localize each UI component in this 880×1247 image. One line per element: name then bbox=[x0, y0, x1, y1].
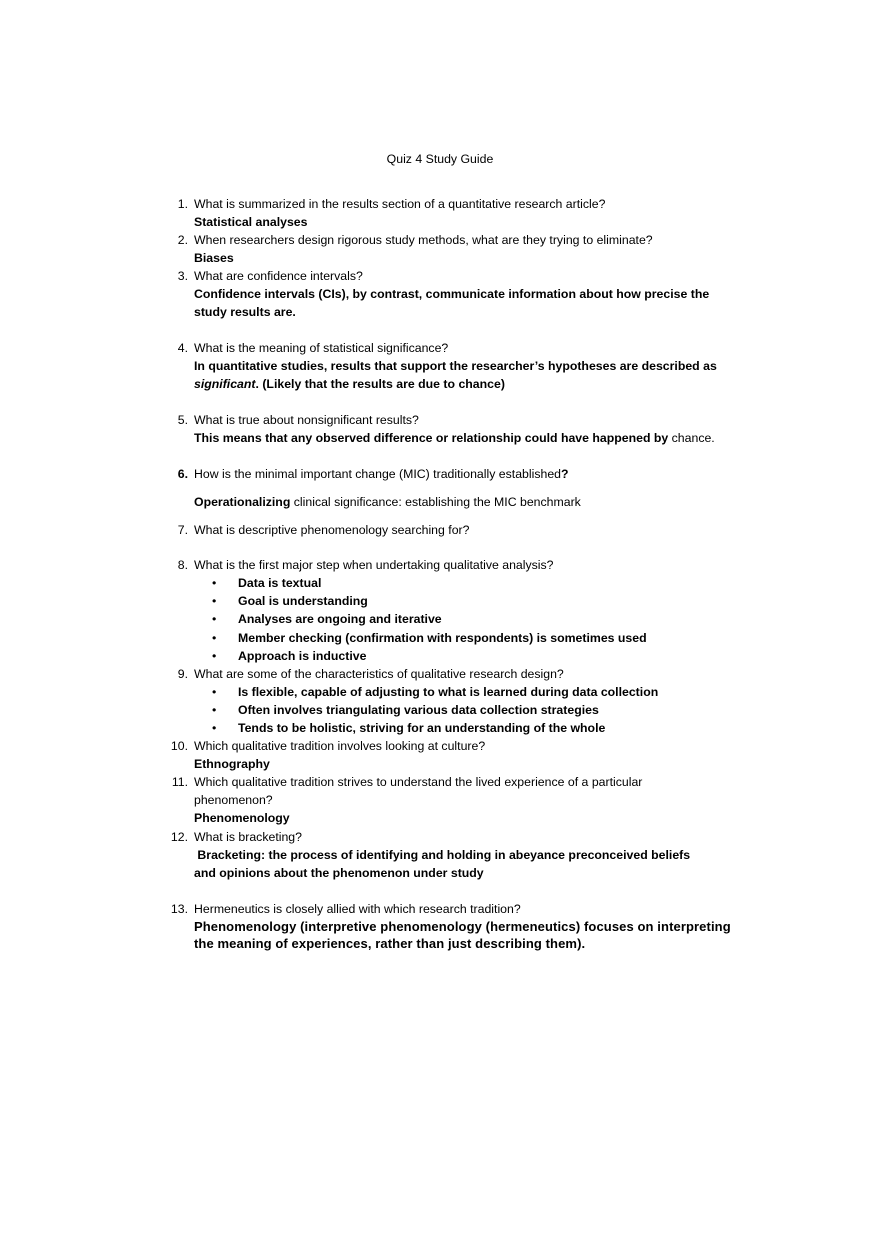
question-text: What is true about nonsignificant results? bbox=[194, 413, 419, 427]
bullet-list bbox=[194, 574, 734, 665]
bullet-item: • Approach is inductive bbox=[194, 647, 734, 665]
bullet-icon: • bbox=[212, 576, 217, 590]
answer-part: This means that any observed difference or relationship could have happened by bbox=[194, 431, 669, 445]
answer-text: Phenomenology bbox=[194, 811, 290, 825]
question-item-8 bbox=[164, 556, 734, 665]
question-text bbox=[194, 465, 734, 483]
bullet-icon: • bbox=[212, 721, 217, 736]
bullet-icon: • bbox=[212, 648, 217, 663]
answer-part-plain: chance. bbox=[668, 431, 715, 445]
question-number: 13. bbox=[170, 902, 188, 916]
question-text: What is the first major step when undertaking qualitative analysis? bbox=[194, 558, 554, 572]
question-number: 9. bbox=[177, 667, 188, 681]
question-number: 7. bbox=[177, 523, 188, 537]
question-text: What is bracketing? bbox=[194, 830, 302, 844]
question-number: 2. bbox=[177, 233, 188, 247]
bullet-icon: • bbox=[212, 612, 217, 627]
question-item-4 bbox=[164, 339, 734, 393]
question-item-9 bbox=[164, 665, 734, 738]
question-number: 4. bbox=[177, 341, 188, 355]
bullet-item: • Member checking (confirmation with respondents) is sometimes used bbox=[194, 629, 734, 647]
question-item-3 bbox=[164, 267, 734, 321]
question-item-7 bbox=[164, 521, 734, 539]
question-text: What are confidence intervals? bbox=[194, 269, 363, 283]
question-item-5 bbox=[164, 411, 734, 447]
answer-text bbox=[194, 493, 734, 511]
bullet-item: • Goal is understanding bbox=[194, 592, 734, 610]
question-text: What is descriptive phenomenology searching for? bbox=[194, 523, 470, 537]
answer-part: In quantitative studies, results that support the researcher’s hypotheses are described as bbox=[194, 359, 717, 373]
question-number: 10. bbox=[170, 739, 188, 753]
question-number: 12. bbox=[170, 830, 188, 844]
question-number: 1. bbox=[177, 197, 188, 211]
question-text: What is the meaning of statistical significance? bbox=[194, 341, 449, 355]
bullet-item: • Analyses are ongoing and iterative bbox=[194, 610, 734, 628]
question-item-11 bbox=[164, 773, 734, 827]
question-item-13 bbox=[164, 900, 734, 952]
question-item-6 bbox=[164, 465, 734, 511]
question-text: What are some of the characteristics of qualitative research design? bbox=[194, 667, 564, 681]
question-text: Which qualitative tradition involves looking at culture? bbox=[194, 739, 486, 753]
page-title: Quiz 4 Study Guide bbox=[386, 152, 494, 166]
question-part: How is the minimal important change (MIC) traditionally established bbox=[194, 467, 562, 481]
answer-text: Biases bbox=[194, 251, 234, 265]
bullet-icon: • bbox=[212, 685, 217, 699]
bullet-icon: • bbox=[212, 703, 217, 718]
question-text: What is summarized in the results section of a quantitative research article? bbox=[194, 197, 606, 211]
answer-part: Operationalizing bbox=[194, 495, 291, 509]
question-number: 8. bbox=[177, 558, 188, 572]
question-item-2 bbox=[164, 231, 734, 267]
answer-text: Bracketing: the process of identifying and holding in abeyance preconceived beliefs and opinions about the phenomenon under study bbox=[194, 848, 694, 880]
question-text: Hermeneutics is closely allied with which research tradition? bbox=[194, 902, 521, 916]
bullet-item: • Often involves triangulating various data collection strategies bbox=[194, 701, 734, 719]
question-number: 11. bbox=[171, 775, 188, 789]
question-text: Which qualitative tradition strives to understand the lived experience of a particular phenomenon? bbox=[194, 775, 643, 807]
question-item-10 bbox=[164, 737, 734, 773]
bullet-item: • Data is textual bbox=[194, 574, 734, 592]
answer-italic-term: significant bbox=[194, 377, 256, 391]
bullet-item: • Tends to be holistic, striving for an understanding of the whole bbox=[194, 719, 734, 737]
question-item-1 bbox=[164, 195, 734, 231]
bullet-icon: • bbox=[212, 594, 217, 609]
answer-text: Ethnography bbox=[194, 757, 270, 771]
bullet-item: • Is flexible, capable of adjusting to what is learned during data collection bbox=[194, 683, 734, 701]
question-number: 6. bbox=[177, 467, 188, 481]
bullet-list bbox=[194, 683, 734, 738]
answer-text: Confidence intervals (CIs), by contrast, communicate information about how precise the study results are. bbox=[194, 287, 710, 319]
question-text: When researchers design rigorous study methods, what are they trying to eliminate? bbox=[194, 233, 653, 247]
question-number: 3. bbox=[177, 269, 188, 283]
question-mark: ? bbox=[561, 467, 569, 481]
bullet-icon: • bbox=[212, 630, 217, 645]
answer-text bbox=[194, 429, 734, 447]
answer-text bbox=[194, 357, 734, 393]
answer-part-plain: clinical significance: establishing the MIC benchmark bbox=[290, 495, 581, 509]
answer-text: Statistical analyses bbox=[194, 215, 308, 229]
answer-text: Phenomenology (interpretive phenomenology (hermeneutics) focuses on interpreting the meaning of experiences, rather than just describing them). bbox=[194, 919, 731, 951]
question-item-12 bbox=[164, 828, 734, 882]
answer-part: . (Likely that the results are due to chance) bbox=[255, 377, 505, 391]
question-number: 5. bbox=[177, 413, 188, 427]
